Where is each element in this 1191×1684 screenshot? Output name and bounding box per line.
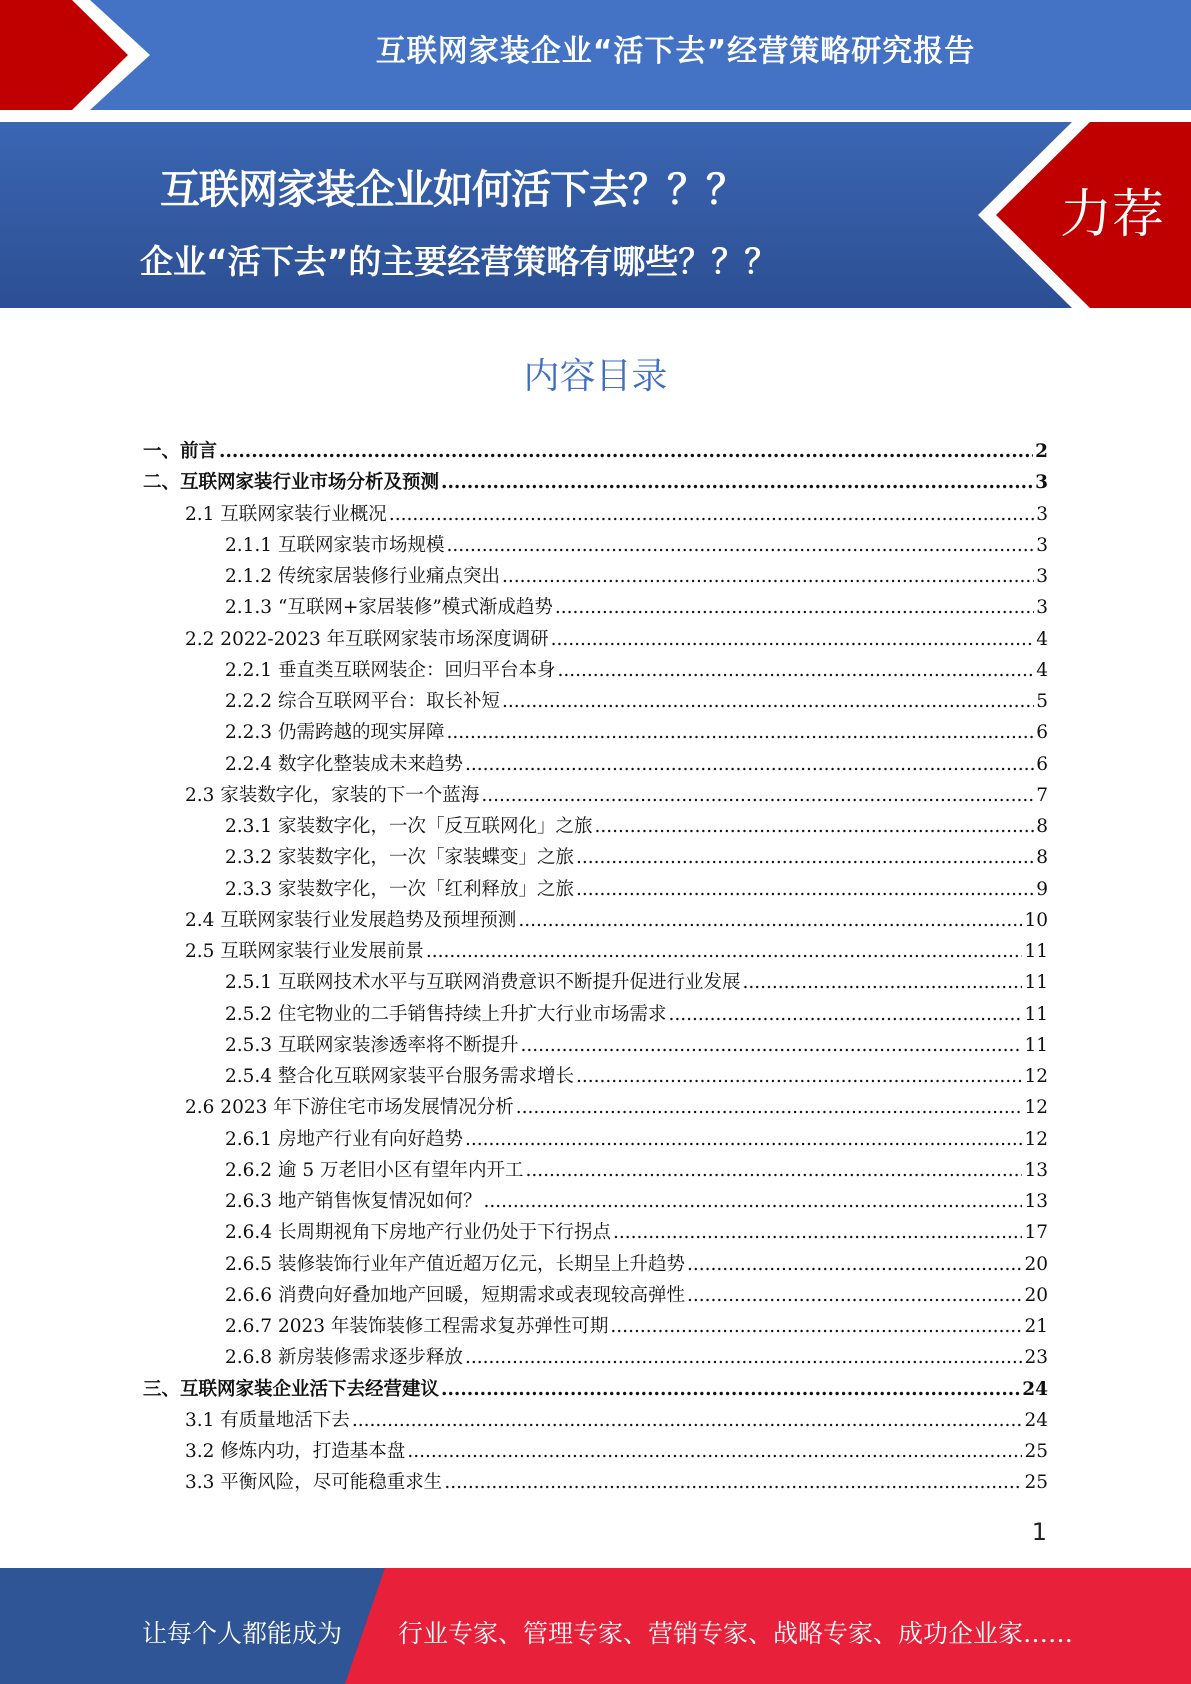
banner-question-1: 互联网家装企业如何活下去？？？ xyxy=(160,167,745,213)
toc-heading: 内容目录 xyxy=(523,356,668,397)
toc-entry-label: 2.5.2 住宅物业的二手销售持续上升扩大行业市场需求 xyxy=(225,1003,667,1025)
toc-leader-dots xyxy=(465,749,1034,780)
toc-entry[interactable] xyxy=(143,1155,1048,1186)
toc-entry[interactable] xyxy=(143,561,1048,592)
toc-leader-dots xyxy=(520,1030,1022,1061)
toc-leader-dots xyxy=(516,1092,1023,1123)
toc-entry-page: 5 xyxy=(1036,691,1048,712)
toc-leader-dots xyxy=(555,592,1034,623)
toc-entry[interactable] xyxy=(143,967,1048,998)
toc-entry-page: 11 xyxy=(1024,941,1048,962)
toc-leader-dots xyxy=(446,717,1034,748)
toc-leader-dots xyxy=(465,1124,1022,1155)
toc-entry[interactable] xyxy=(143,624,1048,655)
toc-entry-label: 2.3.2 家装数字化，一次「家装蝶变」之旅 xyxy=(225,847,574,869)
toc-entry-page: 3 xyxy=(1036,503,1048,525)
toc-leader-dots xyxy=(465,1342,1022,1373)
toc-entry[interactable] xyxy=(143,436,1048,467)
toc-entry-page: 8 xyxy=(1036,847,1048,869)
toc-leader-dots xyxy=(441,1374,1020,1405)
toc-leader-dots xyxy=(610,1311,1022,1342)
toc-leader-dots xyxy=(576,1061,1022,1092)
toc-leader-dots xyxy=(444,1467,1022,1498)
page-number: 1 xyxy=(1031,1518,1047,1546)
toc-entry[interactable] xyxy=(143,842,1048,873)
toc-entry-label: 2.1 互联网家装行业概况 xyxy=(185,503,387,525)
toc-leader-dots xyxy=(481,780,1034,811)
toc-entry-page: 12 xyxy=(1024,1066,1048,1087)
toc-entry-label: 2.1.3 “互联网+家居装修”模式渐成趋势 xyxy=(225,597,553,619)
toc-entry-page: 3 xyxy=(1036,534,1048,556)
toc-leader-dots xyxy=(426,936,1023,967)
toc-entry-page: 24 xyxy=(1022,1378,1048,1400)
toc-entry-label: 2.2.3 仍需跨越的现实屏障 xyxy=(225,722,445,744)
toc-leader-dots xyxy=(502,561,1034,592)
toc-leader-dots xyxy=(389,499,1034,530)
toc-leader-dots xyxy=(219,436,1033,467)
toc-entry-label: 2.4 互联网家装行业发展趋势及预埋预测 xyxy=(185,909,517,931)
toc-leader-dots xyxy=(576,874,1034,905)
toc-leader-dots xyxy=(407,1436,1022,1467)
toc-entry[interactable] xyxy=(143,811,1048,842)
toc-entry[interactable] xyxy=(143,1311,1048,1342)
toc-entry[interactable] xyxy=(143,1186,1048,1217)
toc-leader-dots xyxy=(518,905,1022,936)
toc-entry-page: 6 xyxy=(1036,722,1048,744)
toc-entry-label: 2.6.3 地产销售恢复情况如何？ xyxy=(225,1191,482,1212)
toc-leader-dots xyxy=(446,530,1034,561)
toc-entry[interactable] xyxy=(143,717,1048,748)
toc-entry-page: 9 xyxy=(1036,878,1048,900)
toc-entry[interactable] xyxy=(143,749,1048,780)
toc-entry-label: 2.2.4 数字化整装成未来趋势 xyxy=(225,753,463,775)
toc-entry-label: 2.2.2 综合互联网平台：取长补短 xyxy=(225,691,500,712)
toc-entry[interactable] xyxy=(143,1249,1048,1280)
red-chevron-decoration xyxy=(0,0,160,110)
toc-entry[interactable] xyxy=(143,499,1048,530)
toc-entry[interactable] xyxy=(143,530,1048,561)
toc-entry-label: 2.3.1 家装数字化，一次「反互联网化」之旅 xyxy=(225,816,593,837)
toc-leader-dots xyxy=(526,1155,1023,1186)
toc-entry-label: 2.6 2023 年下游住宅市场发展情况分析 xyxy=(185,1097,514,1119)
toc-entry-label: 2.5 互联网家装行业发展前景 xyxy=(185,941,424,962)
toc-entry-page: 11 xyxy=(1024,972,1048,994)
toc-entry-page: 13 xyxy=(1024,1191,1048,1212)
toc-entry-label: 2.6.2 逾 5 万老旧小区有望年内开工 xyxy=(225,1159,524,1181)
toc-entry-label: 2.2.1 垂直类互联网装企：回归平台本身 xyxy=(225,659,556,681)
toc-leader-dots xyxy=(551,624,1035,655)
toc-entry[interactable] xyxy=(143,686,1048,717)
toc-entry-page: 13 xyxy=(1024,1159,1048,1181)
toc-entry-label: 一、前言 xyxy=(143,441,218,462)
toc-entry-label: 2.5.1 互联网技术水平与互联网消费意识不断提升促进行业发展 xyxy=(225,972,741,994)
toc-entry-label: 2.5.4 整合化互联网家装平台服务需求增长 xyxy=(225,1066,574,1087)
toc-entry[interactable] xyxy=(143,1061,1048,1092)
toc-entry[interactable] xyxy=(143,655,1048,686)
toc-leader-dots xyxy=(502,686,1034,717)
toc-entry[interactable] xyxy=(143,1467,1048,1498)
toc-entry[interactable] xyxy=(143,1092,1048,1123)
toc-entry[interactable] xyxy=(143,1436,1048,1467)
toc-entry-page: 10 xyxy=(1024,909,1048,931)
toc-entry[interactable] xyxy=(143,592,1048,623)
toc-entry[interactable] xyxy=(143,1405,1048,1436)
toc-entry[interactable] xyxy=(143,874,1048,905)
toc-entry-label: 2.6.8 新房装修需求逐步释放 xyxy=(225,1347,463,1369)
toc-entry[interactable] xyxy=(143,1217,1048,1248)
question-banner xyxy=(0,122,1191,308)
toc-entry-page: 23 xyxy=(1024,1347,1048,1369)
recommend-badge: 力荐 xyxy=(1060,185,1165,245)
toc-entry-page: 3 xyxy=(1036,597,1048,619)
toc-entry-label: 2.6.1 房地产行业有向好趋势 xyxy=(225,1128,463,1150)
toc-entry-label: 3.2 修炼内功，打造基本盘 xyxy=(185,1441,406,1462)
toc-entry-page: 11 xyxy=(1024,1003,1048,1025)
toc-leader-dots xyxy=(687,1249,1022,1280)
toc-entry-page: 2 xyxy=(1035,441,1048,462)
toc-entry[interactable] xyxy=(143,1280,1048,1311)
toc-leader-dots xyxy=(594,811,1034,842)
toc-entry-page: 20 xyxy=(1024,1284,1048,1306)
toc-leader-dots xyxy=(687,1280,1022,1311)
toc-entry-label: 三、互联网家装企业活下去经营建议 xyxy=(143,1378,440,1400)
toc-entry-label: 3.1 有质量地活下去 xyxy=(185,1409,350,1431)
toc-leader-dots xyxy=(742,967,1022,998)
toc-entry-page: 4 xyxy=(1036,659,1048,681)
toc-entry-label: 2.3 家装数字化，家装的下一个蓝海 xyxy=(185,784,480,806)
toc-entry-page: 11 xyxy=(1024,1034,1048,1056)
toc-entry-label: 2.6.6 消费向好叠加地产回暖，短期需求或表现较高弹性 xyxy=(225,1284,685,1306)
toc-entry-page: 25 xyxy=(1024,1472,1048,1494)
report-title: 互联网家装企业“活下去”经营策略研究报告 xyxy=(375,34,976,69)
toc-leader-dots xyxy=(352,1405,1023,1436)
toc-leader-dots xyxy=(613,1217,1022,1248)
toc-entry-page: 21 xyxy=(1024,1316,1048,1337)
toc-entry[interactable] xyxy=(143,467,1048,498)
toc-entry[interactable] xyxy=(143,999,1048,1030)
toc-entry-page: 8 xyxy=(1036,816,1048,837)
table-of-contents xyxy=(143,436,1048,1499)
toc-entry[interactable] xyxy=(143,936,1048,967)
toc-entry-label: 2.6.7 2023 年装饰装修工程需求复苏弹性可期 xyxy=(225,1316,609,1337)
toc-entry-page: 3 xyxy=(1035,472,1048,494)
toc-entry[interactable] xyxy=(143,1030,1048,1061)
toc-entry-page: 6 xyxy=(1036,753,1048,775)
toc-entry-label: 2.6.5 装修装饰行业年产值近超万亿元，长期呈上升趋势 xyxy=(225,1253,685,1275)
footer-slogan-left: 让每个人都能成为 xyxy=(142,1619,343,1648)
toc-entry-page: 25 xyxy=(1024,1441,1048,1462)
toc-entry[interactable] xyxy=(143,780,1048,811)
toc-entry-page: 3 xyxy=(1036,566,1048,587)
toc-entry[interactable] xyxy=(143,1374,1048,1405)
toc-entry[interactable] xyxy=(143,905,1048,936)
toc-leader-dots xyxy=(557,655,1034,686)
toc-leader-dots xyxy=(483,1186,1022,1217)
toc-entry-page: 12 xyxy=(1024,1128,1048,1150)
toc-entry-label: 2.3.3 家装数字化，一次「红利释放」之旅 xyxy=(225,878,574,900)
toc-leader-dots xyxy=(576,842,1034,873)
toc-entry-page: 24 xyxy=(1024,1409,1048,1431)
toc-entry-page: 20 xyxy=(1024,1253,1048,1275)
toc-entry-label: 3.3 平衡风险，尽可能稳重求生 xyxy=(185,1472,443,1494)
toc-entry-page: 4 xyxy=(1036,628,1048,650)
toc-entry-label: 2.6.4 长周期视角下房地产行业仍处于下行拐点 xyxy=(225,1222,611,1244)
toc-entry-page: 7 xyxy=(1036,784,1048,806)
footer-slogan-right: 行业专家、管理专家、营销专家、战略专家、成功企业家…… xyxy=(398,1619,1074,1648)
toc-entry-page: 17 xyxy=(1024,1222,1048,1244)
toc-entry-label: 2.1.2 传统家居装修行业痛点突出 xyxy=(225,566,500,587)
toc-entry[interactable] xyxy=(143,1342,1048,1373)
toc-entry-label: 二、互联网家装行业市场分析及预测 xyxy=(143,472,440,494)
toc-entry-label: 2.2 2022-2023 年互联网家装市场深度调研 xyxy=(185,628,549,650)
toc-leader-dots xyxy=(441,467,1033,498)
banner-question-2: 企业“活下去”的主要经营策略有哪些？？？ xyxy=(140,242,778,281)
top-header-band xyxy=(0,0,1191,110)
toc-leader-dots xyxy=(668,999,1022,1030)
toc-entry[interactable] xyxy=(143,1124,1048,1155)
toc-entry-label: 2.1.1 互联网家装市场规模 xyxy=(225,534,445,556)
toc-entry-page: 12 xyxy=(1024,1097,1048,1119)
toc-entry-label: 2.5.3 互联网家装渗透率将不断提升 xyxy=(225,1034,519,1056)
